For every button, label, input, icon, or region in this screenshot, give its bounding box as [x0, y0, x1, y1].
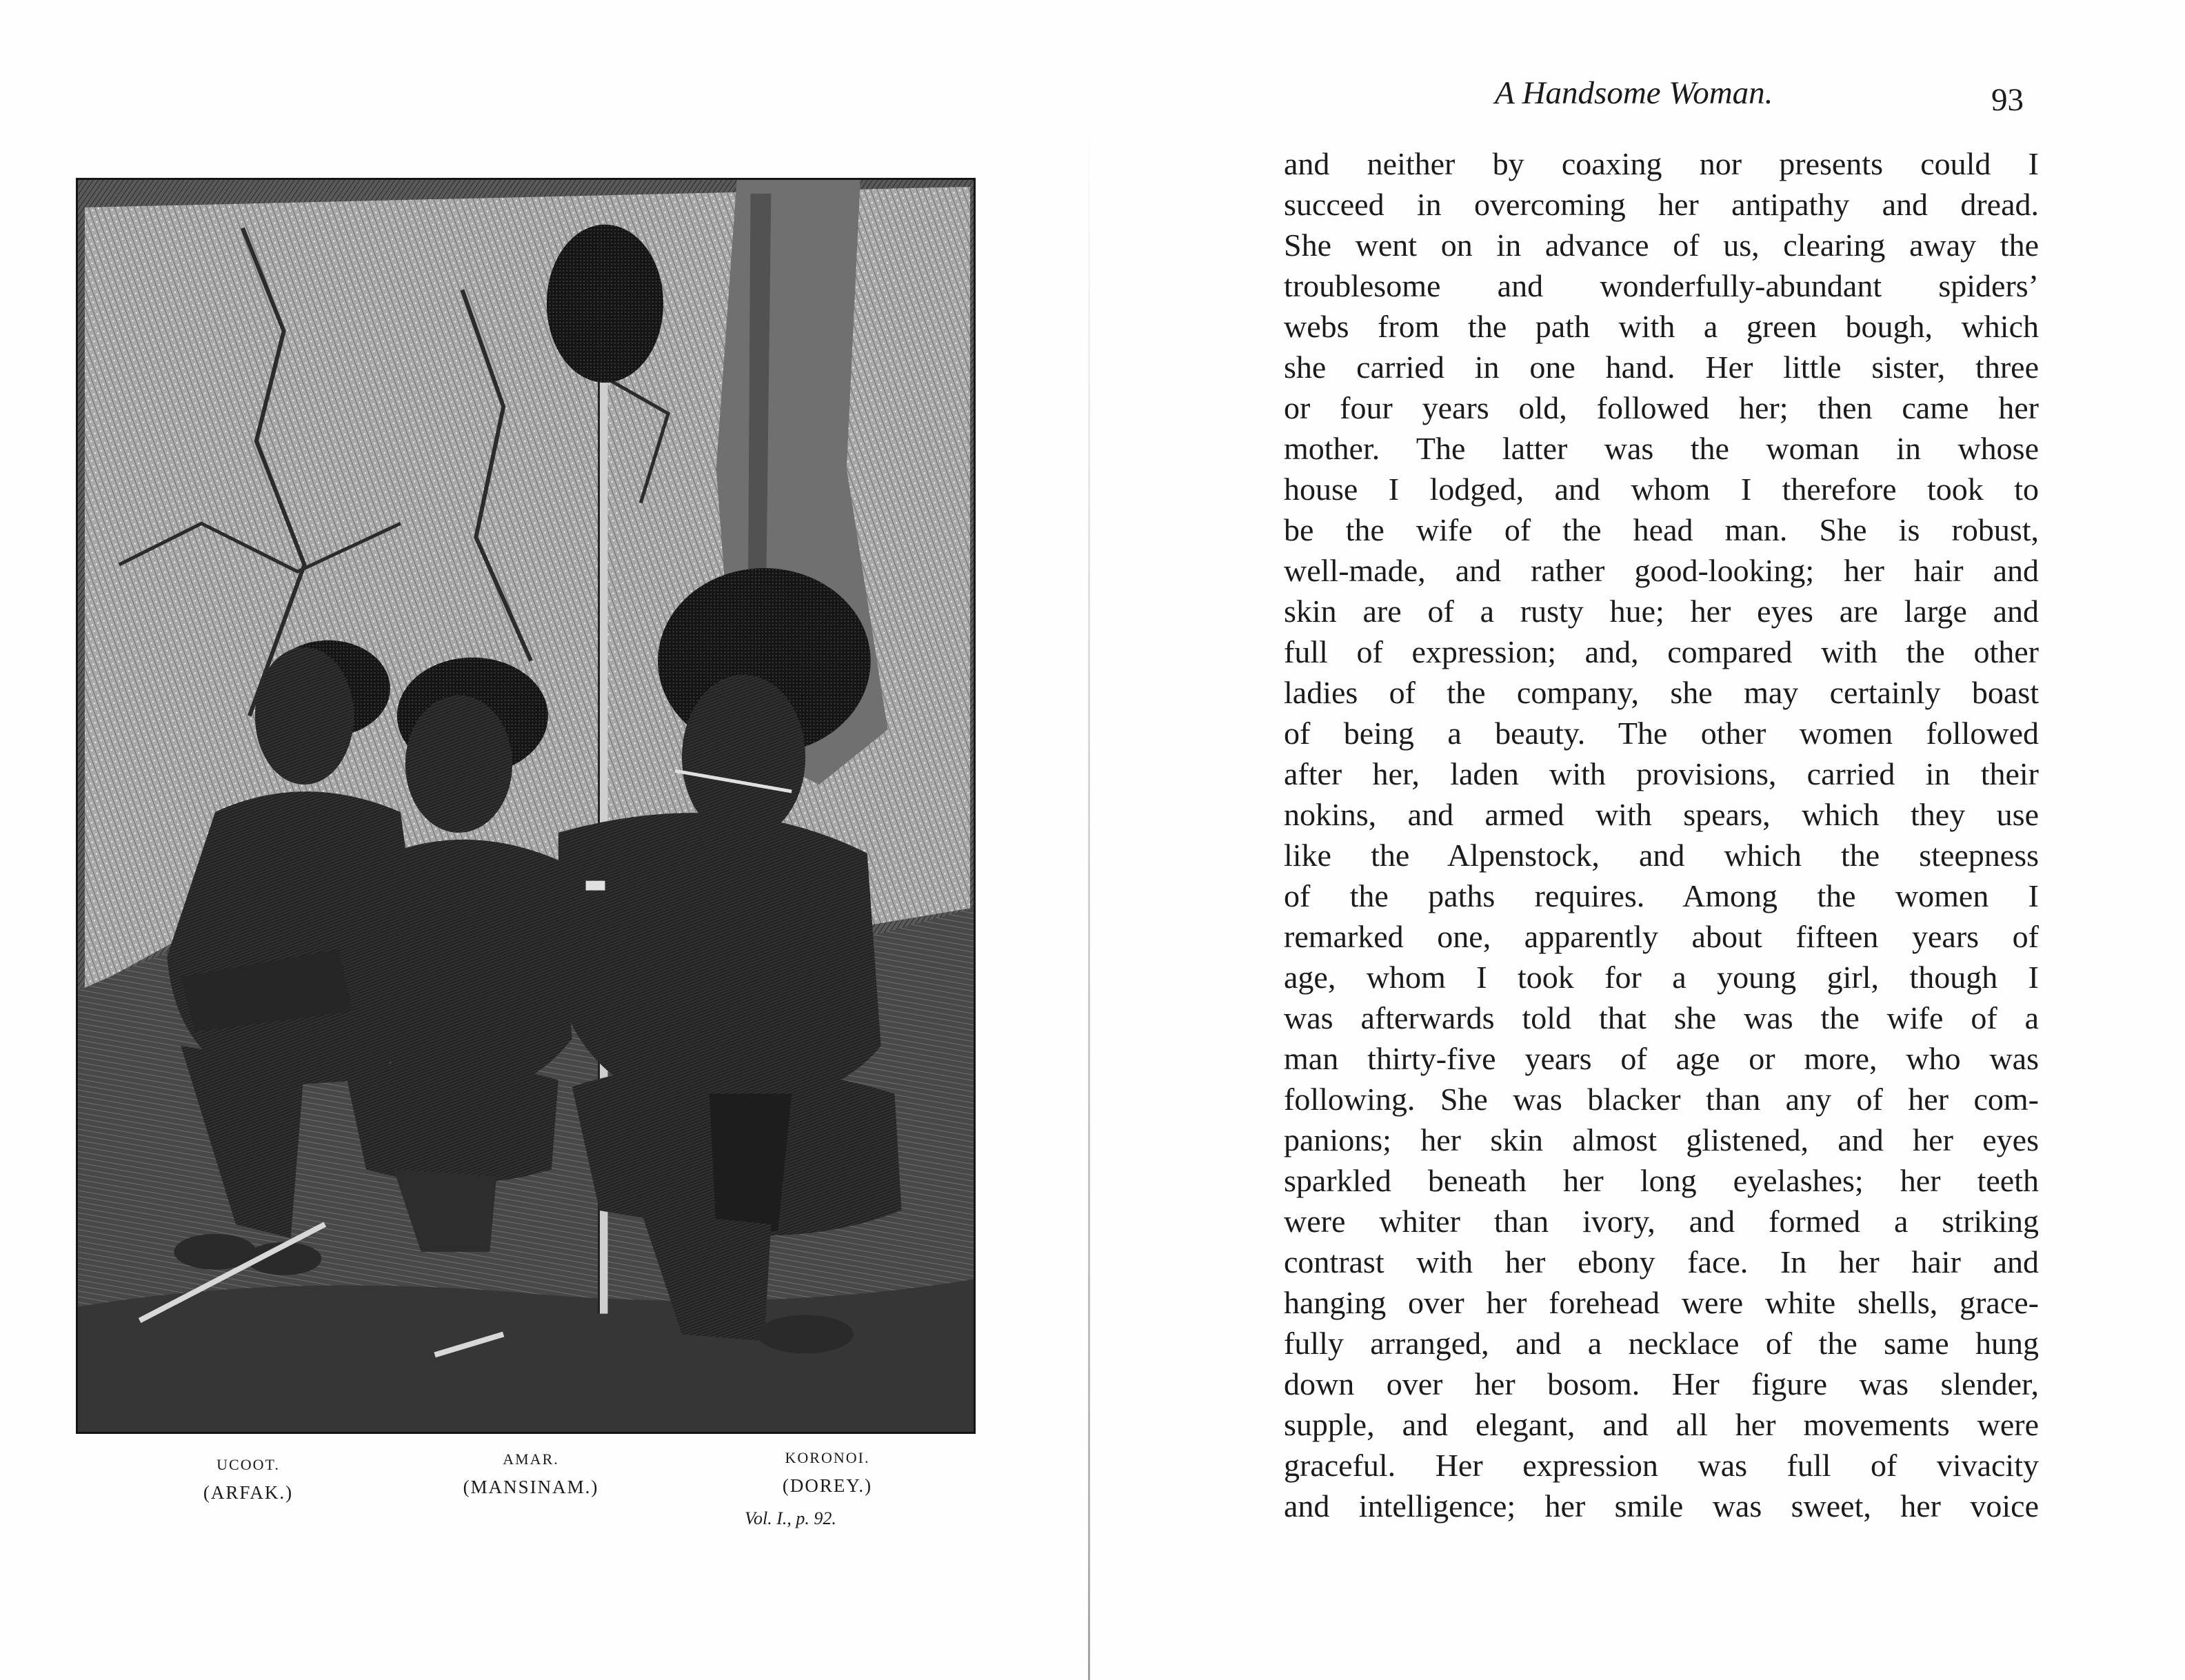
text-line: hanging over her forehead were white shells, grace-: [1284, 1285, 2039, 1320]
text-line: succeed in overcoming her antipathy and dread.: [1284, 187, 2039, 222]
text-line: contrast with her ebony face. In her hair and: [1284, 1244, 2039, 1279]
caption-amar: [448, 1446, 614, 1501]
text-line: webs from the path with a green bough, which: [1284, 309, 2039, 344]
text-line: after her, laden with provisions, carried in their: [1284, 756, 2039, 791]
text-line: sparkled beneath her long eyelashes; her teeth: [1284, 1163, 2039, 1198]
text-line: house I lodged, and whom I therefore took to: [1284, 472, 2039, 507]
text-line: or four years old, followed her; then came her: [1284, 390, 2039, 425]
text-line: she carried in one hand. Her little sister, three: [1284, 350, 2039, 385]
text-line: skin are of a rusty hue; her eyes are large and: [1284, 594, 2039, 629]
text-line: age, whom I took for a young girl, though I: [1284, 960, 2039, 995]
text-line: following. She was blacker than any of her com-: [1284, 1082, 2039, 1117]
text-line: of the paths requires. Among the women I: [1284, 878, 2039, 913]
caption-place: (DOREY.): [782, 1475, 873, 1496]
page-number: 93: [1991, 82, 2024, 118]
text-line: remarked one, apparently about fifteen years of: [1284, 919, 2039, 954]
caption-place: (MANSINAM.): [463, 1477, 599, 1497]
page-text: [1284, 143, 2039, 1526]
book-gutter: [1088, 138, 1090, 1680]
text-line: mother. The latter was the woman in whose: [1284, 431, 2039, 466]
volume-reference: Vol. I., p. 92.: [745, 1508, 836, 1528]
caption-name: UCOOT.: [217, 1456, 280, 1473]
text-line: nokins, and armed with spears, which they use: [1284, 797, 2039, 832]
text-line: full of expression; and, compared with the other: [1284, 634, 2039, 669]
text-line: was afterwards told that she was the wife of a: [1284, 1000, 2039, 1035]
running-head: A Handsome Woman.: [1495, 75, 1773, 111]
text-line: She went on in advance of us, clearing away the: [1284, 227, 2039, 263]
caption-name: KORONOI.: [785, 1449, 870, 1466]
text-line: panions; her skin almost glistened, and her eyes: [1284, 1122, 2039, 1157]
text-line: were whiter than ivory, and formed a striking: [1284, 1204, 2039, 1239]
caption-name: AMAR.: [503, 1450, 559, 1468]
text-line: of being a beauty. The other women followed: [1284, 716, 2039, 751]
text-line: fully arranged, and a necklace of the same hung: [1284, 1326, 2039, 1361]
caption-koronoi: [745, 1444, 910, 1499]
text-line: supple, and elegant, and all her movements were: [1284, 1407, 2039, 1442]
text-line: man thirty-five years of age or more, who was: [1284, 1041, 2039, 1076]
text-line: and neither by coaxing nor presents could I: [1284, 146, 2039, 181]
text-line: graceful. Her expression was full of vivacity: [1284, 1448, 2039, 1483]
text-line: and intelligence; her smile was sweet, her voice: [1284, 1488, 2039, 1524]
caption-ucoot: [179, 1451, 317, 1506]
engraving-illustration: [78, 180, 974, 1432]
text-line: troublesome and wonderfully-abundant spiders’: [1284, 268, 2039, 303]
text-line: down over her bosom. Her figure was slender,: [1284, 1366, 2039, 1401]
plate-captions: [76, 1451, 976, 1534]
text-line: ladies of the company, she may certainly boast: [1284, 675, 2039, 710]
text-line: well-made, and rather good-looking; her hair and: [1284, 553, 2039, 588]
engraving-plate: [76, 178, 976, 1434]
caption-place: (ARFAK.): [203, 1482, 294, 1503]
text-line: be the wife of the head man. She is robust,: [1284, 512, 2039, 547]
text-line: like the Alpenstock, and which the steepness: [1284, 838, 2039, 873]
